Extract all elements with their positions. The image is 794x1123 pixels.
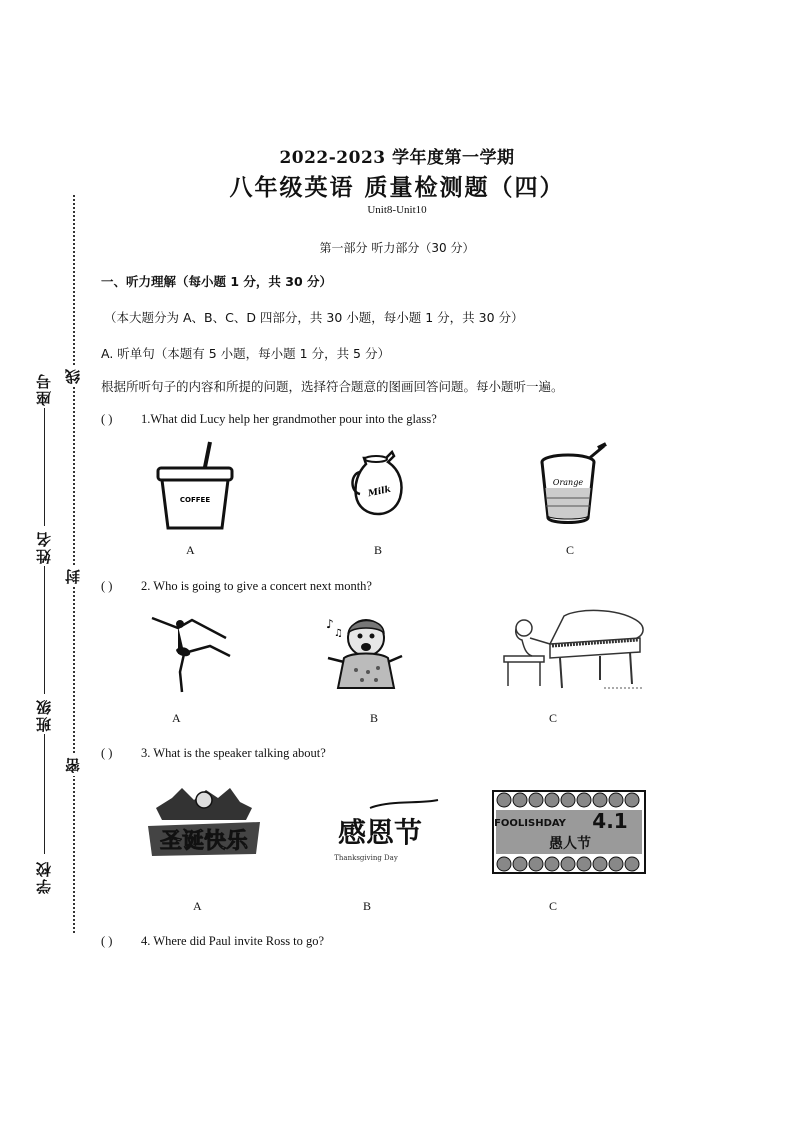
- option-label-a: A: [193, 899, 202, 913]
- exam-title-line1: 2022-2023 学年度第一学期: [279, 148, 515, 168]
- coffee-label: COFFEE: [179, 496, 211, 504]
- milk-label: Milk: [367, 484, 392, 500]
- exam-title-line2: 八年级英语 质量检测题（四）: [229, 175, 565, 201]
- question-3: [101, 746, 326, 761]
- thanksgiving-text: 感恩节: [337, 816, 423, 849]
- instruction: 根据所听句子的内容和所提的问题，选择符合题意的图画回答问题。每小题听一遍。: [101, 379, 564, 394]
- seal-feng: 封: [62, 566, 83, 587]
- option-label-b: B: [363, 899, 372, 913]
- fools-en-text: FOOLISHDAY: [494, 818, 566, 829]
- question-text: 1.What did Lucy help her grandmother pour into the glass?: [141, 412, 437, 426]
- orange-juice-glass-image: [532, 442, 612, 526]
- class-blank: [44, 734, 45, 854]
- option-label-c: C: [566, 543, 575, 557]
- option-label-c: C: [549, 899, 558, 913]
- singer-image: [322, 612, 408, 690]
- question-text: 3. What is the speaker talking about?: [141, 746, 326, 760]
- fools-cn-text: 愚人节: [549, 836, 591, 852]
- question-4: [101, 934, 324, 949]
- milk-jug-image: [350, 450, 408, 516]
- option-label-a: A: [172, 711, 181, 725]
- christmas-text: 圣诞快乐: [159, 829, 249, 854]
- svg-text:♪: ♪: [326, 617, 334, 631]
- thanksgiving-en-text: Thanksgiving Day: [334, 854, 398, 862]
- piano-image: [500, 608, 648, 692]
- name-label: 姓名: [35, 530, 53, 564]
- april-fools-image: [492, 790, 646, 874]
- answer-blank[interactable]: ( ): [101, 934, 113, 948]
- seat-label: 座号: [35, 372, 53, 406]
- answer-blank[interactable]: ( ): [101, 579, 113, 593]
- part-label: 第一部分 听力部分（30 分）: [319, 241, 475, 255]
- option-label-b: B: [374, 543, 383, 557]
- option-label-b: B: [370, 711, 379, 725]
- ballet-dancer-image: [148, 612, 232, 694]
- question-1: [101, 412, 437, 427]
- option-label-c: C: [549, 711, 558, 725]
- option-label-a: A: [186, 543, 195, 557]
- christmas-image: [142, 786, 266, 862]
- fools-date-text: 4.1: [592, 809, 628, 833]
- class-label: 班级: [35, 698, 53, 732]
- unit-range: Unit8-Unit10: [367, 204, 427, 216]
- seat-blank: [44, 408, 45, 526]
- seal-xian: 线: [62, 366, 83, 387]
- coffee-cup-image: [152, 440, 238, 532]
- name-blank: [44, 566, 45, 694]
- thanksgiving-image: [330, 798, 442, 864]
- section-note: （本大题分为 A、B、C、D 四部分，共 30 小题，每小题 1 分，共 30 分）: [104, 310, 524, 325]
- question-text: 4. Where did Paul invite Ross to go?: [141, 934, 325, 948]
- school-label: 学校: [35, 860, 53, 894]
- orange-label: Orange: [552, 478, 584, 487]
- question-text: 2. Who is going to give a concert next month?: [141, 579, 372, 593]
- svg-text:♫: ♫: [334, 628, 343, 639]
- answer-blank[interactable]: ( ): [101, 746, 113, 760]
- answer-blank[interactable]: ( ): [101, 412, 113, 426]
- binding-dotted-line: [73, 195, 75, 933]
- section-heading: 一、听力理解（每小题 1 分，共 30 分）: [101, 274, 333, 289]
- seal-mi: 密: [62, 755, 83, 776]
- sub-section-a: A. 听单句（本题有 5 小题，每小题 1 分，共 5 分）: [101, 346, 390, 361]
- question-2: [101, 579, 372, 594]
